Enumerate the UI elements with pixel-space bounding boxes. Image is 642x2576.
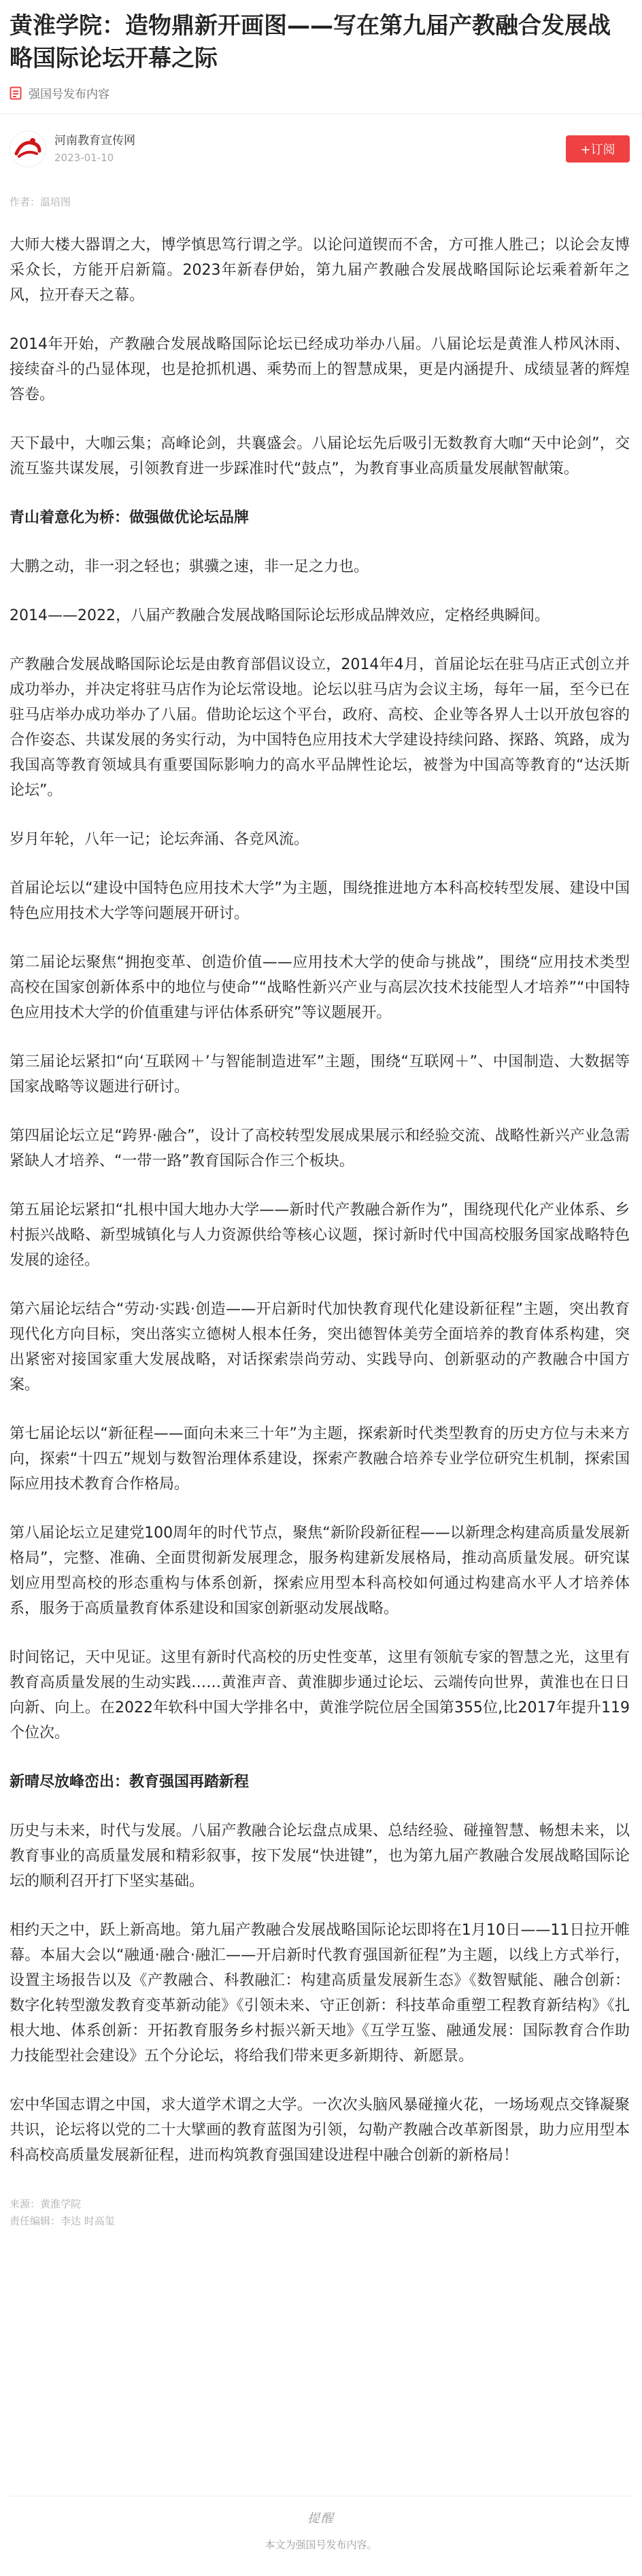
paragraph: 2014年开始，产教融合发展战略国际论坛已经成功举办八届。八届论坛是黄淮人栉风沐雨、接续奋斗的凸显体现，也是抢抓机遇、乘势而上的智慧成果，更是内涵提升、成绩显著的辉煌答卷。 (10, 336, 630, 403)
paragraph: 天下最中，大咖云集；高峰论剑，共襄盛会。八届论坛先后吸引无数教育大咖“天中论剑”，交流互鉴共谋发展，引领教育进一步踩准时代“鼓点”，为教育事业高质量发展献智献策。 (10, 435, 630, 477)
editor-line: 责任编辑：李达 时高玺 (10, 2215, 115, 2227)
document-icon (10, 86, 22, 100)
byline: 作者：温培图 (10, 196, 71, 208)
paragraph: 第五届论坛紧扣“扎根中国大地办大学——新时代产教融合新作为”，围绕现代化产业体系、乡村振兴战略、新型城镇化与人力资源供给等核心议题，探讨新时代中国高校服务国家战略特色发展的途径。 (10, 1202, 630, 1269)
henan-education-logo-icon (12, 133, 44, 165)
paragraph: 大鹏之动，非一羽之轻也；骐骥之速，非一足之力也。 (10, 558, 369, 575)
author-name[interactable]: 河南教育宣传网 (54, 134, 135, 148)
avatar[interactable] (10, 131, 46, 167)
paragraph: 第三届论坛紧扣“向‘互联网＋’与智能制造进军”主题，围绕“互联网＋”、中国制造、大数据等国家战略等议题进行研讨。 (10, 1053, 630, 1096)
source-tag (10, 84, 632, 101)
paragraph: 宏中华国志谓之中国，求大道学术谓之大学。一次次头脑风暴碰撞火花，一场场观点交锋凝聚共识，论坛将以党的二十大擘画的教育蓝图为引领，勾勒产教融合改革新图景，助力应用型本科高校高质量发展新征程，进而构筑教育强国建设进程中融合创新的新格局！ (10, 2097, 630, 2164)
notice-section (0, 2496, 642, 2552)
author-info[interactable] (10, 131, 135, 167)
article-title: 黄淮学院：造物鼎新开画图——写在第九届产教融合发展战略国际论坛开幕之际 (10, 12, 611, 72)
paragraph: 岁月年轮，八年一记；论坛奔涌、各竞风流。 (10, 831, 309, 848)
notice-text: 本文为强国号发布内容。 (265, 2539, 377, 2551)
section-heading: 新晴尽放峰峦出：教育强国再踏新程 (10, 1774, 250, 1791)
paragraph: 2014——2022，八届产教融合发展战略国际论坛形成品牌效应，定格经典瞬间。 (10, 607, 550, 624)
paragraph: 第二届论坛聚焦“拥抱变革、创造价值——应用技术大学的使命与挑战”，围绕“应用技术类型高校在国家创新体系中的地位与使命”“战略性新兴产业与高层次技术技能型人才培养”“中国特色应用技术大学的价值重建与评估体系研究”等议题展开。 (10, 954, 630, 1021)
paragraph: 大师大楼大器谓之大，博学慎思笃行谓之学。以论问道锲而不舍，方可推人胜己；以论会友博采众长，方能开启新篇。2023年新春伊始，第九届产教融合发展战略国际论坛乘着新年之风，拉开春天之幕。 (10, 237, 630, 304)
paragraph: 产教融合发展战略国际论坛是由教育部倡议设立，2014年4月，首届论坛在驻马店正式创立并成功举办，并决定将驻马店作为论坛常设地。论坛以驻马店为会议主场，每年一届，至今已在驻马店举办成功举办了八届。借助论坛这个平台，政府、高校、企业等各界人士以开放包容的合作姿态、共谋发展的务实行动，为中国特色应用技术大学建设持续问路、探路、筑路，成为我国高等教育领域具有重要国际影响力的高水平品牌性论坛，被誉为中国高等教育的“达沃斯论坛”。 (10, 656, 630, 799)
source-tag-label: 强国号发布内容 (29, 88, 109, 101)
paragraph: 相约天之中，跃上新高地。第九届产教融合发展战略国际论坛即将在1月10日——11日拉开帷幕。本届大会以“融通·融合·融汇——开启新时代教育强国新征程”为主题，以线上方式举行，设置主场报告以及《产教融合、科教融汇：构建高质量发展新生态》《数智赋能、融合创新：数字化转型激发教育变革新动能》《引领未来、守正创新：科技革命重塑工程教育新结构》《扎根大地、体系创新：开拓教育服务乡村振兴新天地》《互学互鉴、融通发展：国际教育合作助力技能型社会建设》五个分论坛，将给我们带来更多新期待、新愿景。 (10, 1922, 630, 2065)
paragraph: 历史与未来，时代与发展。八届产教融合论坛盘点成果、总结经验、碰撞智慧、畅想未来，以教育事业的高质量发展和精彩叙事，按下发展“快进键”，也为第九届产教融合发展战略国际论坛的顺利召开打下坚实基础。 (10, 1823, 630, 1890)
paragraph: 首届论坛以“建设中国特色应用技术大学”为主题，围绕推进地方本科高校转型发展、建设中国特色应用技术大学等问题展开研讨。 (10, 880, 630, 922)
paragraph: 第八届论坛立足建党100周年的时代节点，聚焦“新阶段新征程——以新理念构建高质量发展新格局”，完整、准确、全面贯彻新发展理念，服务构建新发展格局，推动高质量发展。研究谋划应用型高校的形态重构与体系创新，探索应用型本科高校如何通过构建高水平人才培养体系，服务于高质量教育体系建设和国家创新驱动发展战略。 (10, 1525, 630, 1617)
publish-date: 2023-01-10 (54, 152, 114, 164)
paragraph: 第六届论坛结合“劳动·实践·创造——开启新时代加快教育现代化建设新征程”主题，突出教育现代化方向目标，突出落实立德树人根本任务，突出德智体美劳全面培养的教育体系构建，突出紧密对接国家重大发展战略，对话探索崇尚劳动、实践导向、创新驱动的产教融合中国方案。 (10, 1301, 630, 1393)
paragraph: 时间铭记，天中见证。这里有新时代高校的历史性变革，这里有领航专家的智慧之光，这里有教育高质量发展的生动实践……黄淮声音、黄淮脚步通过论坛、云端传向世界，黄淮也在日日向新、向上。在2022年软科中国大学排名中，黄淮学院位居全国第355位,比2017年提升119个位次。 (10, 1649, 630, 1742)
subscribe-button[interactable]: +订阅 (566, 135, 630, 163)
author-row (0, 114, 642, 170)
source-block (0, 2192, 642, 2230)
paragraph: 第四届论坛立足“跨界·融合”，设计了高校转型发展成果展示和经验交流、战略性新兴产业急需紧缺人才培养、“一带一路”教育国际合作三个板块。 (10, 1128, 630, 1170)
article-body (0, 209, 642, 2168)
source-line: 来源：黄淮学院 (10, 2198, 82, 2210)
notice-title: 提醒 (307, 2511, 335, 2526)
section-heading: 青山着意化为桥：做强做优论坛品牌 (10, 509, 250, 526)
paragraph: 第七届论坛以“新征程——面向未来三十年”为主题，探索新时代类型教育的历史方位与未来方向，探索“十四五”规划与数智治理体系建设，探索产教融合培养专业学位研究生机制，探索国际应用技术教育合作格局。 (10, 1425, 630, 1493)
